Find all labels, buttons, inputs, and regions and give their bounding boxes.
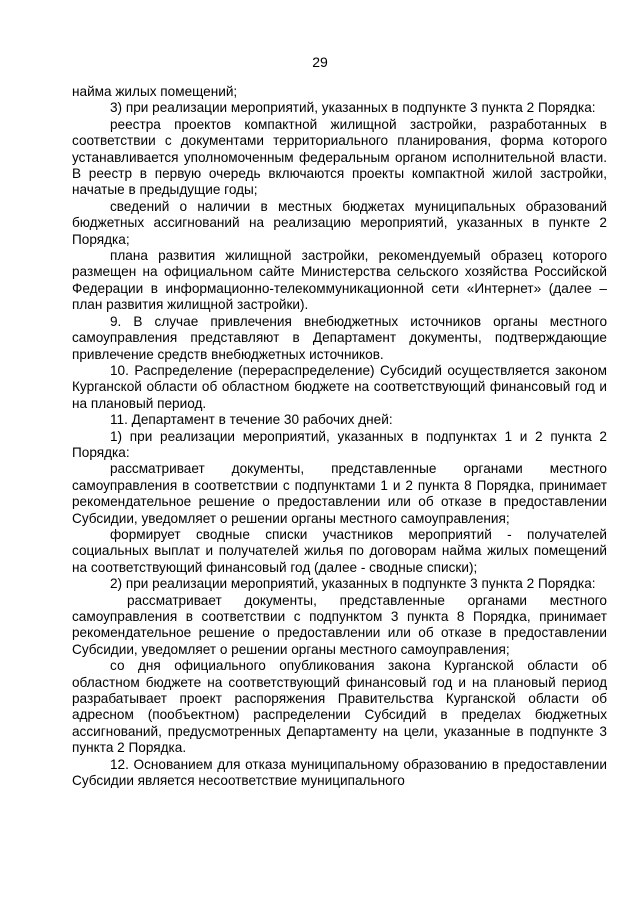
- paragraph: найма жилых помещений;: [72, 84, 238, 99]
- paragraph: 1) при реализации мероприятий, указанных в подпунктах 1 и 2 пункта 2 Порядка:: [72, 428, 607, 460]
- paragraph: 9. В случае привлечения внебюджетных источников органы местного самоуправления представляют в Департамент документы, подтверждающие привлечение средств внебюджетных источников.: [72, 313, 607, 362]
- paragraph: формирует сводные списки участников мероприятий - получателей социальных выплат и получателей жилья по договорам найма жилых помещений на соответствующий финансовый год (далее - сводные списки);: [72, 526, 607, 575]
- paragraph: 11. Департамент в течение 30 рабочих дней:: [110, 412, 393, 428]
- paragraph: реестра проектов компактной жилищной застройки, разработанных в соответствии с документами территориального планирования, форма которого устанавливается уполномоченным федеральным органом исполнительной власти. В реестр в первую очередь включаются проекты компактной жилой застройки, начатые в предыдущие годы;: [72, 116, 607, 198]
- paragraph: 10. Распределение (перераспределение) Субсидий осуществляется законом Курганской области об областном бюджете на соответствующий финансовый год и на плановый период.: [72, 362, 607, 411]
- paragraph: 2) при реализации мероприятий, указанных в подпункте 3 пункта 2 Порядка:: [110, 576, 596, 592]
- paragraph: 3) при реализации мероприятий, указанных в подпункте 3 пункта 2 Порядка:: [110, 100, 596, 116]
- paragraph: 12. Основанием для отказа муниципальному образованию в предоставлении Субсидии является несоответствие муниципального: [72, 756, 607, 789]
- document-body: [72, 84, 607, 789]
- paragraph: рассматривает документы, представленные органами местного самоуправления в соответствии с подпунктами 1 и 2 пункта 8 Порядка, принимает рекомендательное решение о предоставлении или об отказе в предоставлении Субсидии, уведомляет о решении органы местного самоуправления;: [72, 461, 607, 526]
- paragraph: рассматривает документы, представленные органами местного самоуправления в соответствии с подпунктом 3 пункта 8 Порядка, принимает рекомендательное решение о предоставлении или об отказе в предоставлении Субсидии, уведомляет о решении органы местного самоуправления;: [72, 592, 607, 657]
- paragraph: сведений о наличии в местных бюджетах муниципальных образований бюджетных ассигнований на реализацию мероприятий, указанных в пункте 2 Порядка;: [72, 198, 607, 247]
- page-number: 29: [312, 54, 328, 70]
- paragraph: со дня официального опубликования закона Курганской области об областном бюджете на соответствующий финансовый год и на плановый период разрабатывает проект распоряжения Правительства Курганской области об адресном (пообъектном) распределении Субсидий в пределах бюджетных ассигнований, предусмотренных Департаменту на цели, указанные в подпункте 3 пункта 2 Порядка.: [72, 658, 607, 756]
- paragraph: плана развития жилищной застройки, рекомендуемый образец которого размещен на официальном сайте Министерства сельского хозяйства Российской Федерации в информационно-телекоммуникационной сети «Интернет» (далее – план развития жилищной застройки).: [72, 248, 607, 313]
